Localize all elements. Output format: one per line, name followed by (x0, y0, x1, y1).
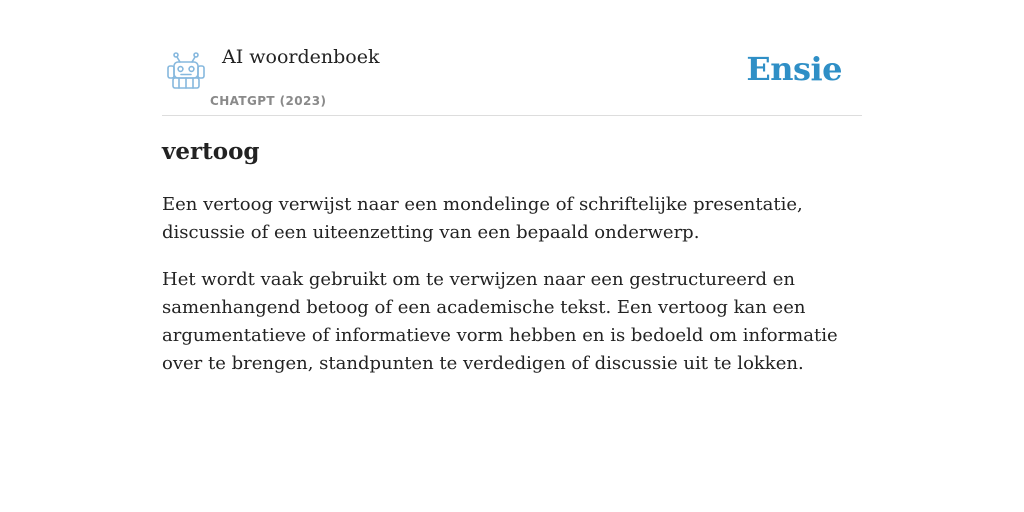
source-label: CHATGPT (2023) (210, 94, 327, 108)
page-container (162, 0, 862, 512)
site-title[interactable]: AI woordenboek (222, 46, 380, 68)
definition-paragraph: Het wordt vaak gebruikt om te verwijzen naar een gestructureerd en samenhangend betoog of een academische tekst. Een vertoog kan een argumentatieve of informatieve vorm hebben en is bedoeld om informatie over te brengen, standpunten te verdedigen of discussie uit te lokken. (162, 269, 838, 374)
robot-icon (166, 52, 206, 90)
entry-word: vertoog (162, 138, 260, 165)
brand-logo[interactable]: Ensie (746, 50, 842, 88)
definition-paragraph: Een vertoog verwijst naar een mondelinge of schriftelijke presentatie, discussie of een uiteenzetting van een bepaald onderwerp. (162, 194, 803, 243)
site-header (162, 0, 862, 116)
